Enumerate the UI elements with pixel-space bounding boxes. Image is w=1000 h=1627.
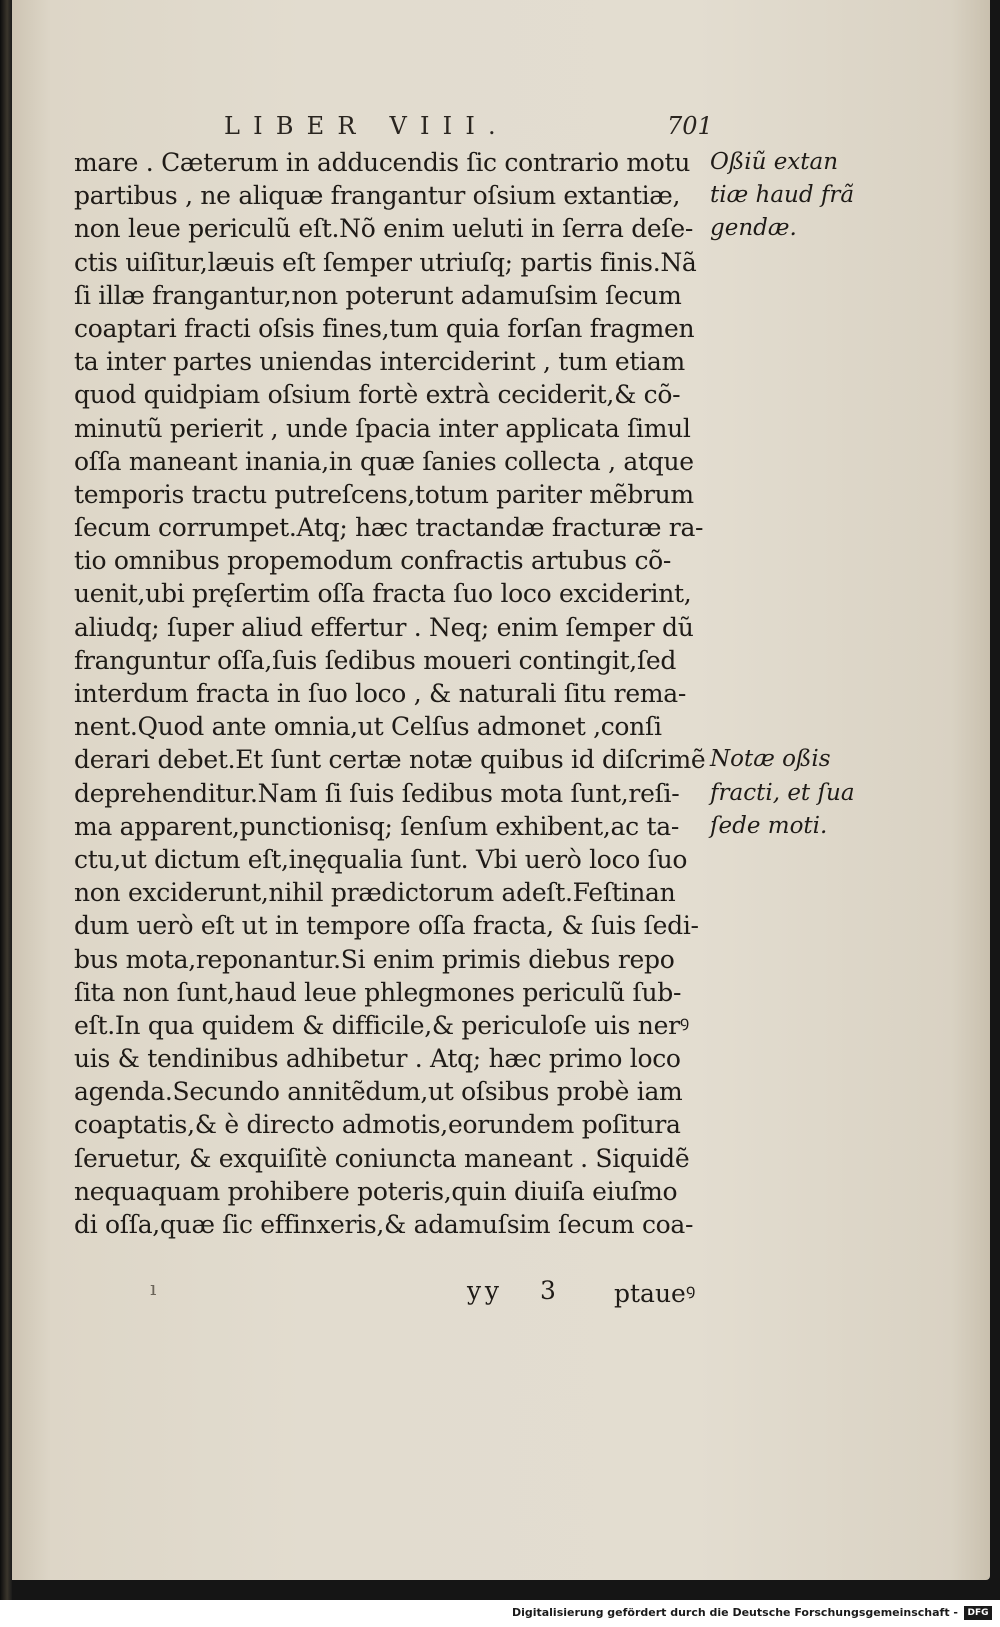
margin-notes <box>710 146 890 843</box>
signature-mark: yy <box>467 1276 503 1305</box>
text-line: ctis uiſitur,læuis eſt ſemper utriuſq; partis finis.Nã <box>74 247 697 277</box>
text-line: aliudq; ſuper aliud effertur . Neq; enim ſemper dũ <box>74 612 694 642</box>
text-line: agenda.Secundo annitẽdum,ut oſsibus probè iam <box>74 1077 683 1107</box>
text-line: bus mota,reponantur.Si enim primis diebus repo <box>74 944 675 974</box>
text-line: ſi illæ frangantur,non poterunt adamuſsim ſecum <box>74 280 682 310</box>
page-number: 701 <box>667 112 713 140</box>
signature-number: 3 <box>540 1276 556 1305</box>
text-line: temporis tractu putreſcens,totum pariter mẽbrum <box>74 479 694 509</box>
text-line: ma apparent,punctionisq; ſenſum exhibent,ac ta- <box>74 811 680 841</box>
margin-note-1 <box>710 146 890 246</box>
text-line: coaptari fracti oſsis fines,tum quia forſan fragmen <box>74 313 695 343</box>
text-line: ta inter partes uniendas interciderint , tum etiam <box>74 347 685 377</box>
text-line: quod quidpiam oſsium fortè extrà ceciderit,& cõ- <box>74 380 681 410</box>
text-line: dum uerò eſt ut in tempore oſſa fracta, & ſuis ſedi- <box>74 911 699 941</box>
text-line: partibus , ne aliquæ frangantur oſsium extantiæ, <box>74 181 681 211</box>
catchword: ptaueꝰ <box>614 1279 696 1308</box>
dfg-credit-text: Digitalisierung gefördert durch die Deutsche Forschungsgemeinschaft - <box>511 1606 958 1619</box>
text-line: franguntur oſſa,ſuis ſedibus moueri contingit,ſed <box>74 645 677 675</box>
text-line: minutũ perierit , unde ſpacia inter applicata ſimul <box>74 413 691 443</box>
text-line: deprehenditur.Nam ſi ſuis ſedibus mota ſunt,reſi- <box>74 778 680 808</box>
text-line: di oſſa,quæ ſic effinxeris,& adamuſsim ſecum coa- <box>74 1210 694 1239</box>
book-page <box>12 0 990 1580</box>
text-line: ſita non ſunt,haud leue phlegmones periculũ ſub- <box>74 977 682 1007</box>
text-line: eſt.In qua quidem & difficile,& periculoſe uis nerꝰ <box>74 1010 689 1040</box>
text-line: derari debet.Et ſunt certæ notæ quibus id diſcrimẽ <box>74 745 706 775</box>
margin-note-line: gendæ. <box>710 215 797 242</box>
text-line: uis & tendinibus adhibetur . Atq; hæc primo loco <box>74 1044 681 1074</box>
stray-mark: ı <box>150 1276 157 1300</box>
margin-note-line: tiæ haud frã <box>710 182 855 209</box>
text-line: ctu,ut dictum eſt,inęqualia ſunt. Vbi uerò loco ſuo <box>74 844 688 874</box>
text-line: mare . Cæterum in adducendis ſic contrario motu <box>74 148 691 177</box>
margin-note-line: fracti, et ſua <box>710 779 855 806</box>
page-footer <box>12 1276 990 1310</box>
margin-note-line: Oßiũ extan <box>710 149 839 175</box>
dfg-credit-bar <box>0 1600 1000 1627</box>
text-line: non leue periculũ eſt.Nõ enim ueluti in ſerra deſe- <box>74 214 694 244</box>
text-line: uenit,ubi pręſertim oſſa fracta ſuo loco exciderint, <box>74 579 692 609</box>
main-text-block <box>74 146 704 1241</box>
dfg-logo: DFG <box>964 1606 992 1620</box>
text-line: coaptatis,& è directo admotis,eorundem poſitura <box>74 1110 681 1140</box>
running-head: LIBER VIII. <box>224 112 509 140</box>
margin-note-2 <box>710 743 890 843</box>
margin-note-line: ſede moti. <box>710 812 828 839</box>
book-spine-edge <box>0 0 12 1600</box>
page-header <box>12 112 990 144</box>
text-line: nent.Quod ante omnia,ut Celſus admonet ,conſi <box>74 712 662 742</box>
text-line: interdum fracta in ſuo loco , & naturali ſitu rema- <box>74 679 686 708</box>
text-line: nequaquam prohibere poteris,quin diuiſa eiuſmo <box>74 1176 678 1206</box>
text-line: non exciderunt,nihil prædictorum adeſt.Feſtinan <box>74 878 676 908</box>
text-line: tio omnibus propemodum confractis artubus cõ- <box>74 546 672 576</box>
margin-note-line: Notæ oßis <box>710 746 831 773</box>
text-line: ſecum corrumpet.Atq; hæc tractandæ fracturæ ra- <box>74 513 704 543</box>
text-line: oſſa maneant inania,in quæ ſanies collecta , atque <box>74 446 694 476</box>
text-line: ſeruetur, & exquiſitè coniuncta maneant . Siquidẽ <box>74 1143 690 1173</box>
